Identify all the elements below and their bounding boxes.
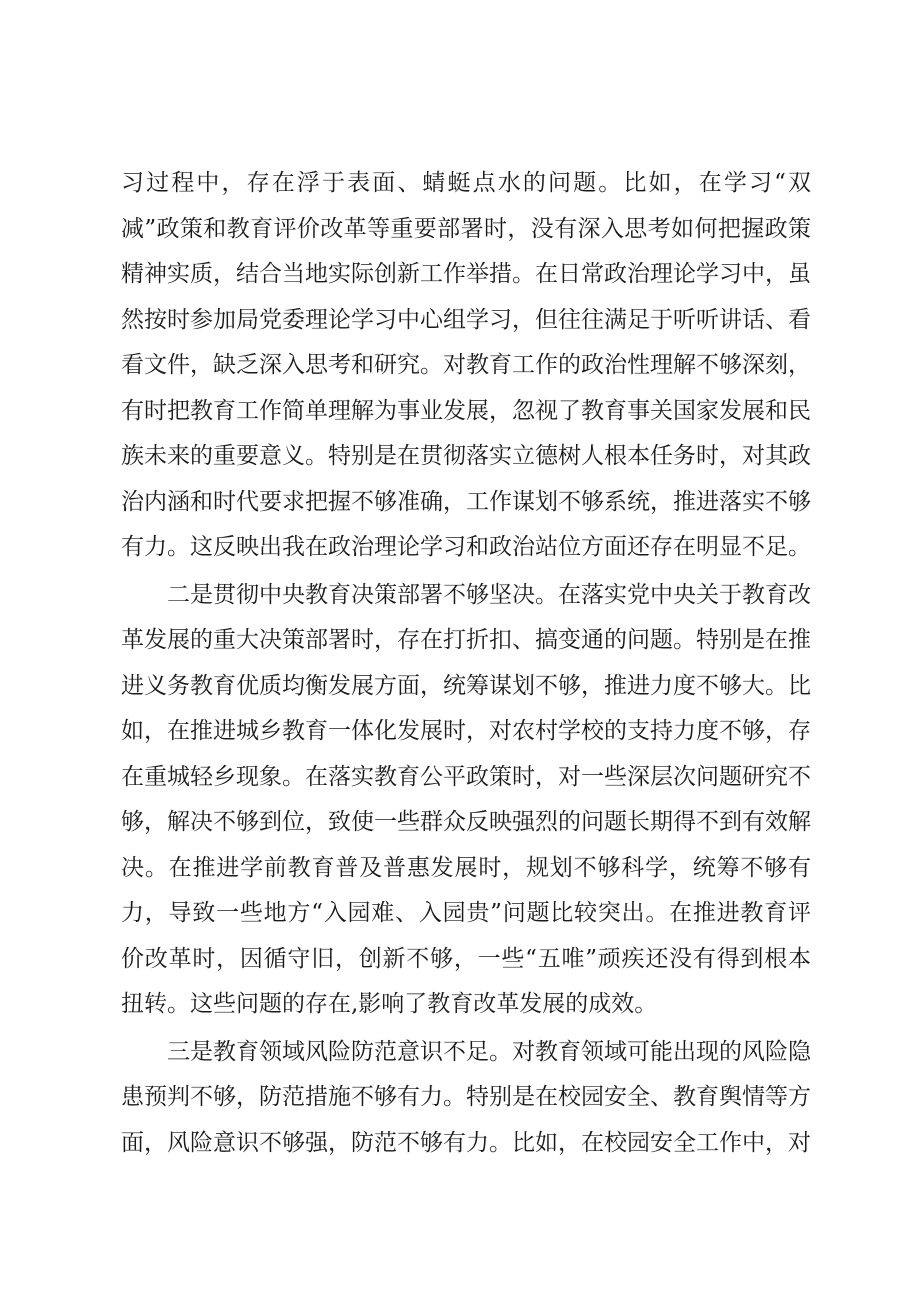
paragraph-point-two: 二是贯彻中央教育决策部署不够坚决。在落实党中央关于教育改革发展的重大决策部署时，存在打折扣、搞变通的问题。特别是在推进义务教育优质均衡发展方面，统筹谋划不够，推进力度不够大。比如，在推进城乡教育一体化发展时，对农村学校的支持力度不够，存在重城轻乡现象。在落实教育公平政策时，对一些深层次问题研究不够，解决不够到位，致使一些群众反映强烈的问题长期得不到有效解决。在推进学前教育普及普惠发展时，规划不够科学，统筹不够有力，导致一些地方“入园难、入园贵”问题比较突出。在推进教育评价改革时，因循守旧，创新不够，一些“五唯”顽疾还没有得到根本扭转。这些问题的存在,影响了教育改革发展的成效。	[121, 581, 811, 1017]
paragraph-point-three: 三是教育领域风险防范意识不足。对教育领域可能出现的风险隐患预判不够，防范措施不够有力。特别是在校园安全、教育舆情等方面，风险意识不够强，防范不够有力。比如，在校园安全工作中，对	[121, 1038, 811, 1156]
document-body	[121, 161, 811, 1166]
paragraph-continued: 习过程中，存在浮于表面、蜻蜓点水的问题。比如，在学习“双减”政策和教育评价改革等重要部署时，没有深入思考如何把握政策精神实质，结合当地实际创新工作举措。在日常政治理论学习中，虽然按时参加局党委理论学习中心组学习，但往往满足于听听讲话、看看文件，缺乏深入思考和研究。对教育工作的政治性理解不够深刻，有时把教育工作简单理解为事业发展，忽视了教育事关国家发展和民族未来的重要意义。特别是在贯彻落实立德树人根本任务时，对其政治内涵和时代要求把握不够准确，工作谋划不够系统，推进落实不够有力。这反映出我在政治理论学习和政治站位方面还存在明显不足。	[121, 170, 811, 560]
